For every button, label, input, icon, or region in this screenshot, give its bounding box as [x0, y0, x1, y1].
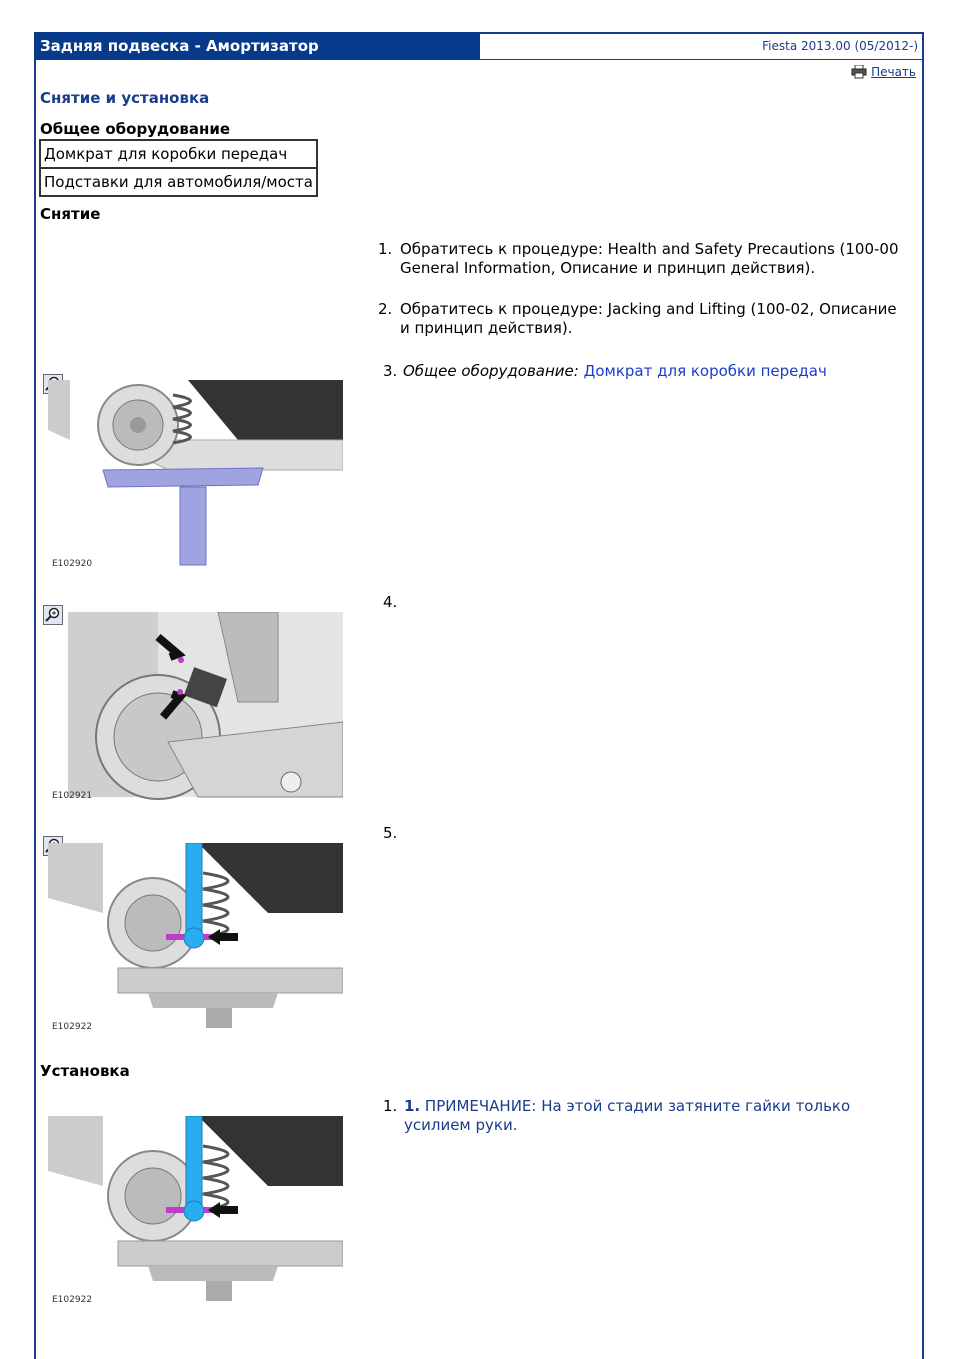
equipment-heading: Общее оборудование	[40, 120, 231, 138]
step-text-line: и принцип действия).	[400, 319, 573, 337]
step-number: 4.	[383, 593, 398, 611]
step-number: 1.	[378, 240, 393, 258]
step-text	[400, 240, 899, 278]
step-text	[400, 300, 897, 338]
installation-step-1	[383, 1097, 923, 1137]
print-label[interactable]: Печать	[871, 65, 916, 79]
step-text	[403, 362, 827, 381]
figure-shock-install	[48, 1116, 343, 1306]
installation-heading: Установка	[40, 1062, 130, 1080]
figure-label: E102921	[52, 791, 93, 801]
figure-shock-upper-mount	[48, 612, 343, 802]
step-bold-number: 1.	[404, 1097, 421, 1115]
vehicle-model: Fiesta 2013.00 (05/2012-)	[480, 32, 924, 60]
step-number: 5.	[383, 824, 398, 842]
printer-icon	[851, 65, 867, 79]
step-text-line: усилием руки.	[404, 1116, 518, 1134]
page-header	[34, 32, 924, 60]
page-title: Задняя подвеска - Амортизатор	[34, 32, 480, 60]
equipment-link[interactable]: Домкрат для коробки передач	[583, 362, 827, 380]
section-title: Снятие и установка	[40, 89, 210, 107]
figure-shock-lower-bolt	[48, 843, 343, 1033]
step-number: 2.	[378, 300, 393, 318]
step-prefix: Общее оборудование:	[403, 362, 579, 380]
figure-label: E102922	[52, 1295, 93, 1305]
table-row	[40, 140, 317, 168]
removal-step-1	[378, 240, 918, 280]
equipment-table	[39, 139, 318, 197]
step-text	[404, 1097, 850, 1135]
step-text-line: ПРИМЕЧАНИЕ: На этой стадии затяните гайки только	[424, 1097, 851, 1115]
figure-label: E102920	[52, 559, 93, 569]
figure-label: E102922	[52, 1022, 93, 1032]
removal-step-3	[383, 362, 923, 382]
equipment-item: Подставки для автомобиля/моста	[40, 168, 317, 196]
table-row	[40, 168, 317, 196]
figure-jack-support	[48, 380, 343, 570]
step-number: 3.	[383, 362, 398, 380]
equipment-item: Домкрат для коробки передач	[40, 140, 317, 168]
step-text-line: Обратитесь к процедуре: Health and Safety Precautions (100-00	[400, 240, 899, 258]
step-text-line: Обратитесь к процедуре: Jacking and Lifting (100-02, Описание	[400, 300, 897, 318]
step-number: 1.	[383, 1097, 398, 1115]
removal-heading: Снятие	[40, 205, 101, 223]
removal-step-2	[378, 300, 918, 340]
step-text-line: General Information, Описание и принцип действия).	[400, 259, 816, 277]
print-link[interactable]	[851, 65, 916, 79]
